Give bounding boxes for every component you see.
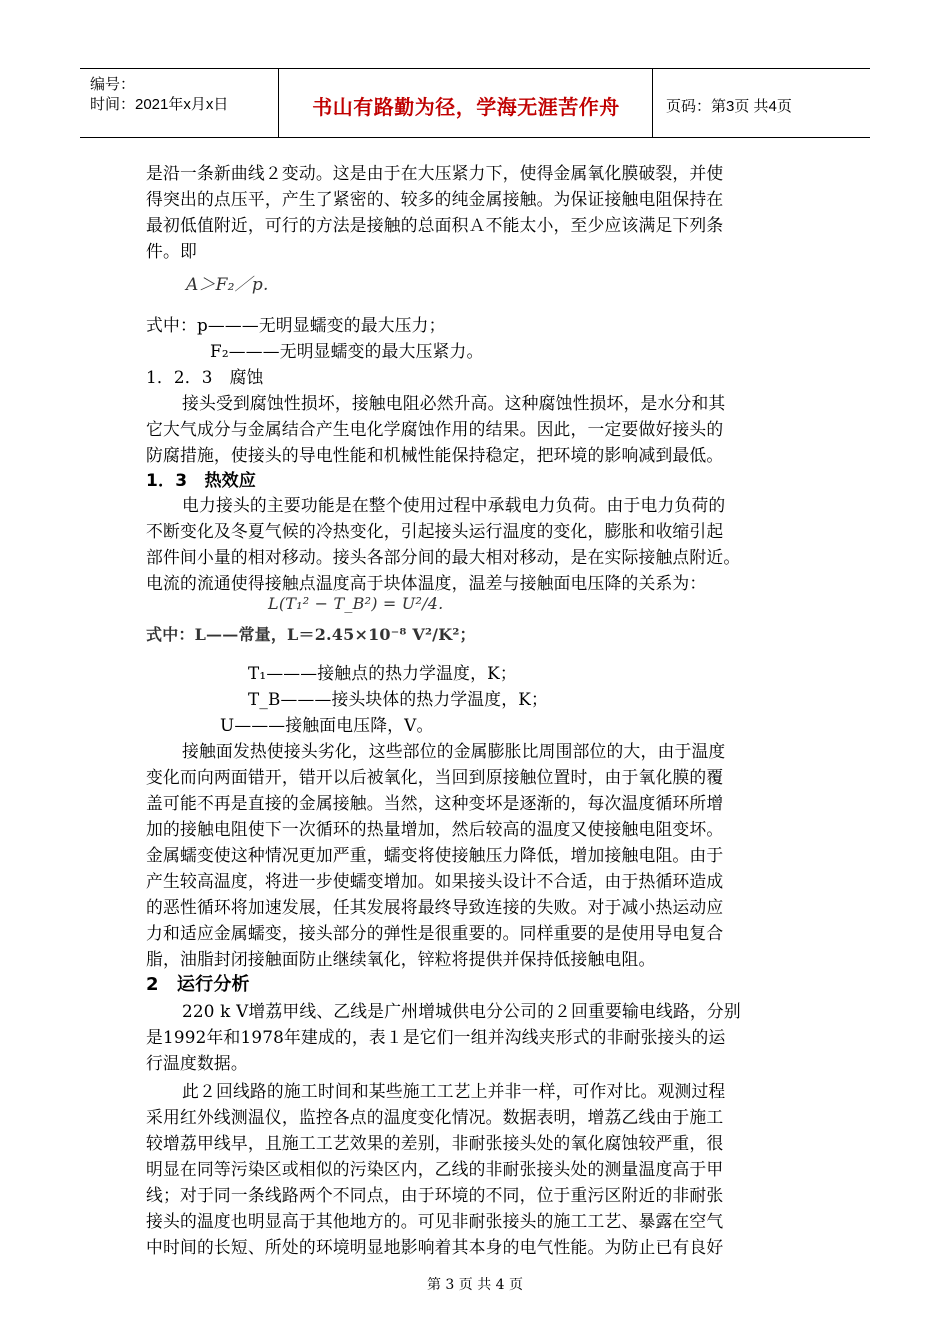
text-line: F₂———无明显蠕变的最大压紧力。	[210, 341, 484, 361]
text-line: T₁———接触点的热力学温度，K；	[248, 663, 517, 683]
text-line: 线；对于同一条线路两个不同点，由于环境的不同，位于重污区附近的非耐张	[146, 1185, 724, 1205]
text-line: 是1992年和1978年建成的，表１是它们一组并沟线夹形式的非耐张接头的运	[146, 1027, 726, 1047]
header-page-cell	[654, 69, 870, 137]
header-meta	[80, 69, 279, 137]
formula-heat-relation: L(T₁² − T_B²) = U²/4.	[268, 594, 444, 613]
text-line: 加的接触电阻使下一次循环的热量增加，然后较高的温度又使接触电阻变坏。	[146, 819, 724, 839]
formula-area-condition: A＞F₂／p.	[186, 275, 269, 295]
text-line: 电流的流通使得接触点温度高于块体温度，温差与接触面电压降的关系为：	[146, 573, 707, 593]
section-heading: 1．3 热效应	[146, 471, 257, 491]
text-line: 得突出的点压平，产生了紧密的、较多的纯金属接触。为保证接触电阻保持在	[146, 189, 724, 209]
text-line: 最初低值附近，可行的方法是接触的总面积Ａ不能太小，至少应该满足下列条	[146, 215, 724, 235]
text-line: 较增荔甲线早，且施工工艺效果的差别，非耐张接头处的氧化腐蚀较严重，很	[146, 1133, 724, 1153]
text-line: 采用红外线测温仪，监控各点的温度变化情况。数据表明，增荔乙线由于施工	[146, 1107, 724, 1127]
text-line: 中时间的长短、所处的环境明显地影响着其本身的电气性能。为防止已有良好	[146, 1237, 724, 1257]
text-line: 盖可能不再是直接的金属接触。当然，这种变坏是逐渐的，每次温度循环所增	[146, 793, 724, 813]
text-line: T_B———接头块体的热力学温度，K；	[248, 689, 548, 709]
subsection-heading: 1．2．3 腐蚀	[146, 367, 264, 387]
text-line: 明显在同等污染区或相似的污染区内，乙线的非耐张接头处的测量温度高于甲	[146, 1159, 724, 1179]
text-line: 金属蠕变使这种情况更加严重，蠕变将使接触压力降低，增加接触电阻。由于	[146, 845, 724, 865]
number-label: 编号：	[90, 76, 136, 93]
page-header	[80, 68, 870, 138]
section-heading: 2 运行分析	[146, 974, 250, 995]
text-line: 变化而向两面错开，错开以后被氧化，当回到原接触位置时，由于氧化膜的覆	[146, 767, 724, 787]
text-line: 的恶性循环将加速发展，任其发展将最终导致连接的失败。对于减小热运动应	[146, 897, 724, 917]
date-label: 时间：2021年x月x日	[90, 96, 229, 113]
text-line: 电力接头的主要功能是在整个使用过程中承载电力负荷。由于电力负荷的	[182, 495, 726, 515]
text-line: 接头的温度也明显高于其他地方的。可见非耐张接头的施工工艺、暴露在空气	[146, 1211, 724, 1231]
text-line: 220 k V增荔甲线、乙线是广州增城供电分公司的２回重要输电线路，分别	[182, 1001, 741, 1021]
text-line: 是沿一条新曲线２变动。这是由于在大压紧力下，使得金属氧化膜破裂，并使	[146, 163, 724, 183]
text-line: 不断变化及冬夏气候的冷热变化，引起接头运行温度的变化，膨胀和收缩引起	[146, 521, 724, 541]
text-line: 式中：p———无明显蠕变的最大压力；	[146, 315, 446, 335]
text-line: 脂，油脂封闭接触面防止继续氧化，锌粒将提供并保持低接触电阻。	[146, 949, 656, 969]
text-line: 接头受到腐蚀性损坏，接触电阻必然升高。这种腐蚀性损坏，是水分和其	[182, 393, 726, 413]
header-motto: 书山有路勤为径，学海无涯苦作舟	[312, 95, 620, 119]
text-line: U———接触面电压降，V。	[220, 715, 434, 735]
header-page-info: 页码：第3页 共4页	[666, 98, 792, 115]
text-line: 它大气成分与金属结合产生电化学腐蚀作用的结果。因此，一定要做好接头的	[146, 419, 724, 439]
text-line: 接触面发热使接头劣化，这些部位的金属膨胀比周围部位的大，由于温度	[182, 741, 726, 761]
header-motto-cell	[280, 69, 653, 137]
text-line: 此２回线路的施工时间和某些施工工艺上并非一样，可作对比。观测过程	[182, 1081, 726, 1101]
text-line: 防腐措施，使接头的导电性能和机械性能保持稳定，把环境的影响减到最低。	[146, 445, 724, 465]
text-line: 力和适应金属蠕变，接头部分的弹性是很重要的。同样重要的是使用导电复合	[146, 923, 724, 943]
text-line: 件。即	[146, 241, 197, 261]
page-footer: 第 3 页 共 4 页	[426, 1277, 524, 1293]
text-line: 行温度数据。	[146, 1053, 248, 1073]
text-line: 部件间小量的相对移动。接头各部分间的最大相对移动，是在实际接触点附近。	[146, 547, 741, 567]
formula-constant-note: 式中：L——常量，L＝2.45×10⁻⁸ V²/K²；	[146, 625, 476, 644]
text-line: 产生较高温度，将进一步使蠕变增加。如果接头设计不合适，由于热循环造成	[146, 871, 724, 891]
